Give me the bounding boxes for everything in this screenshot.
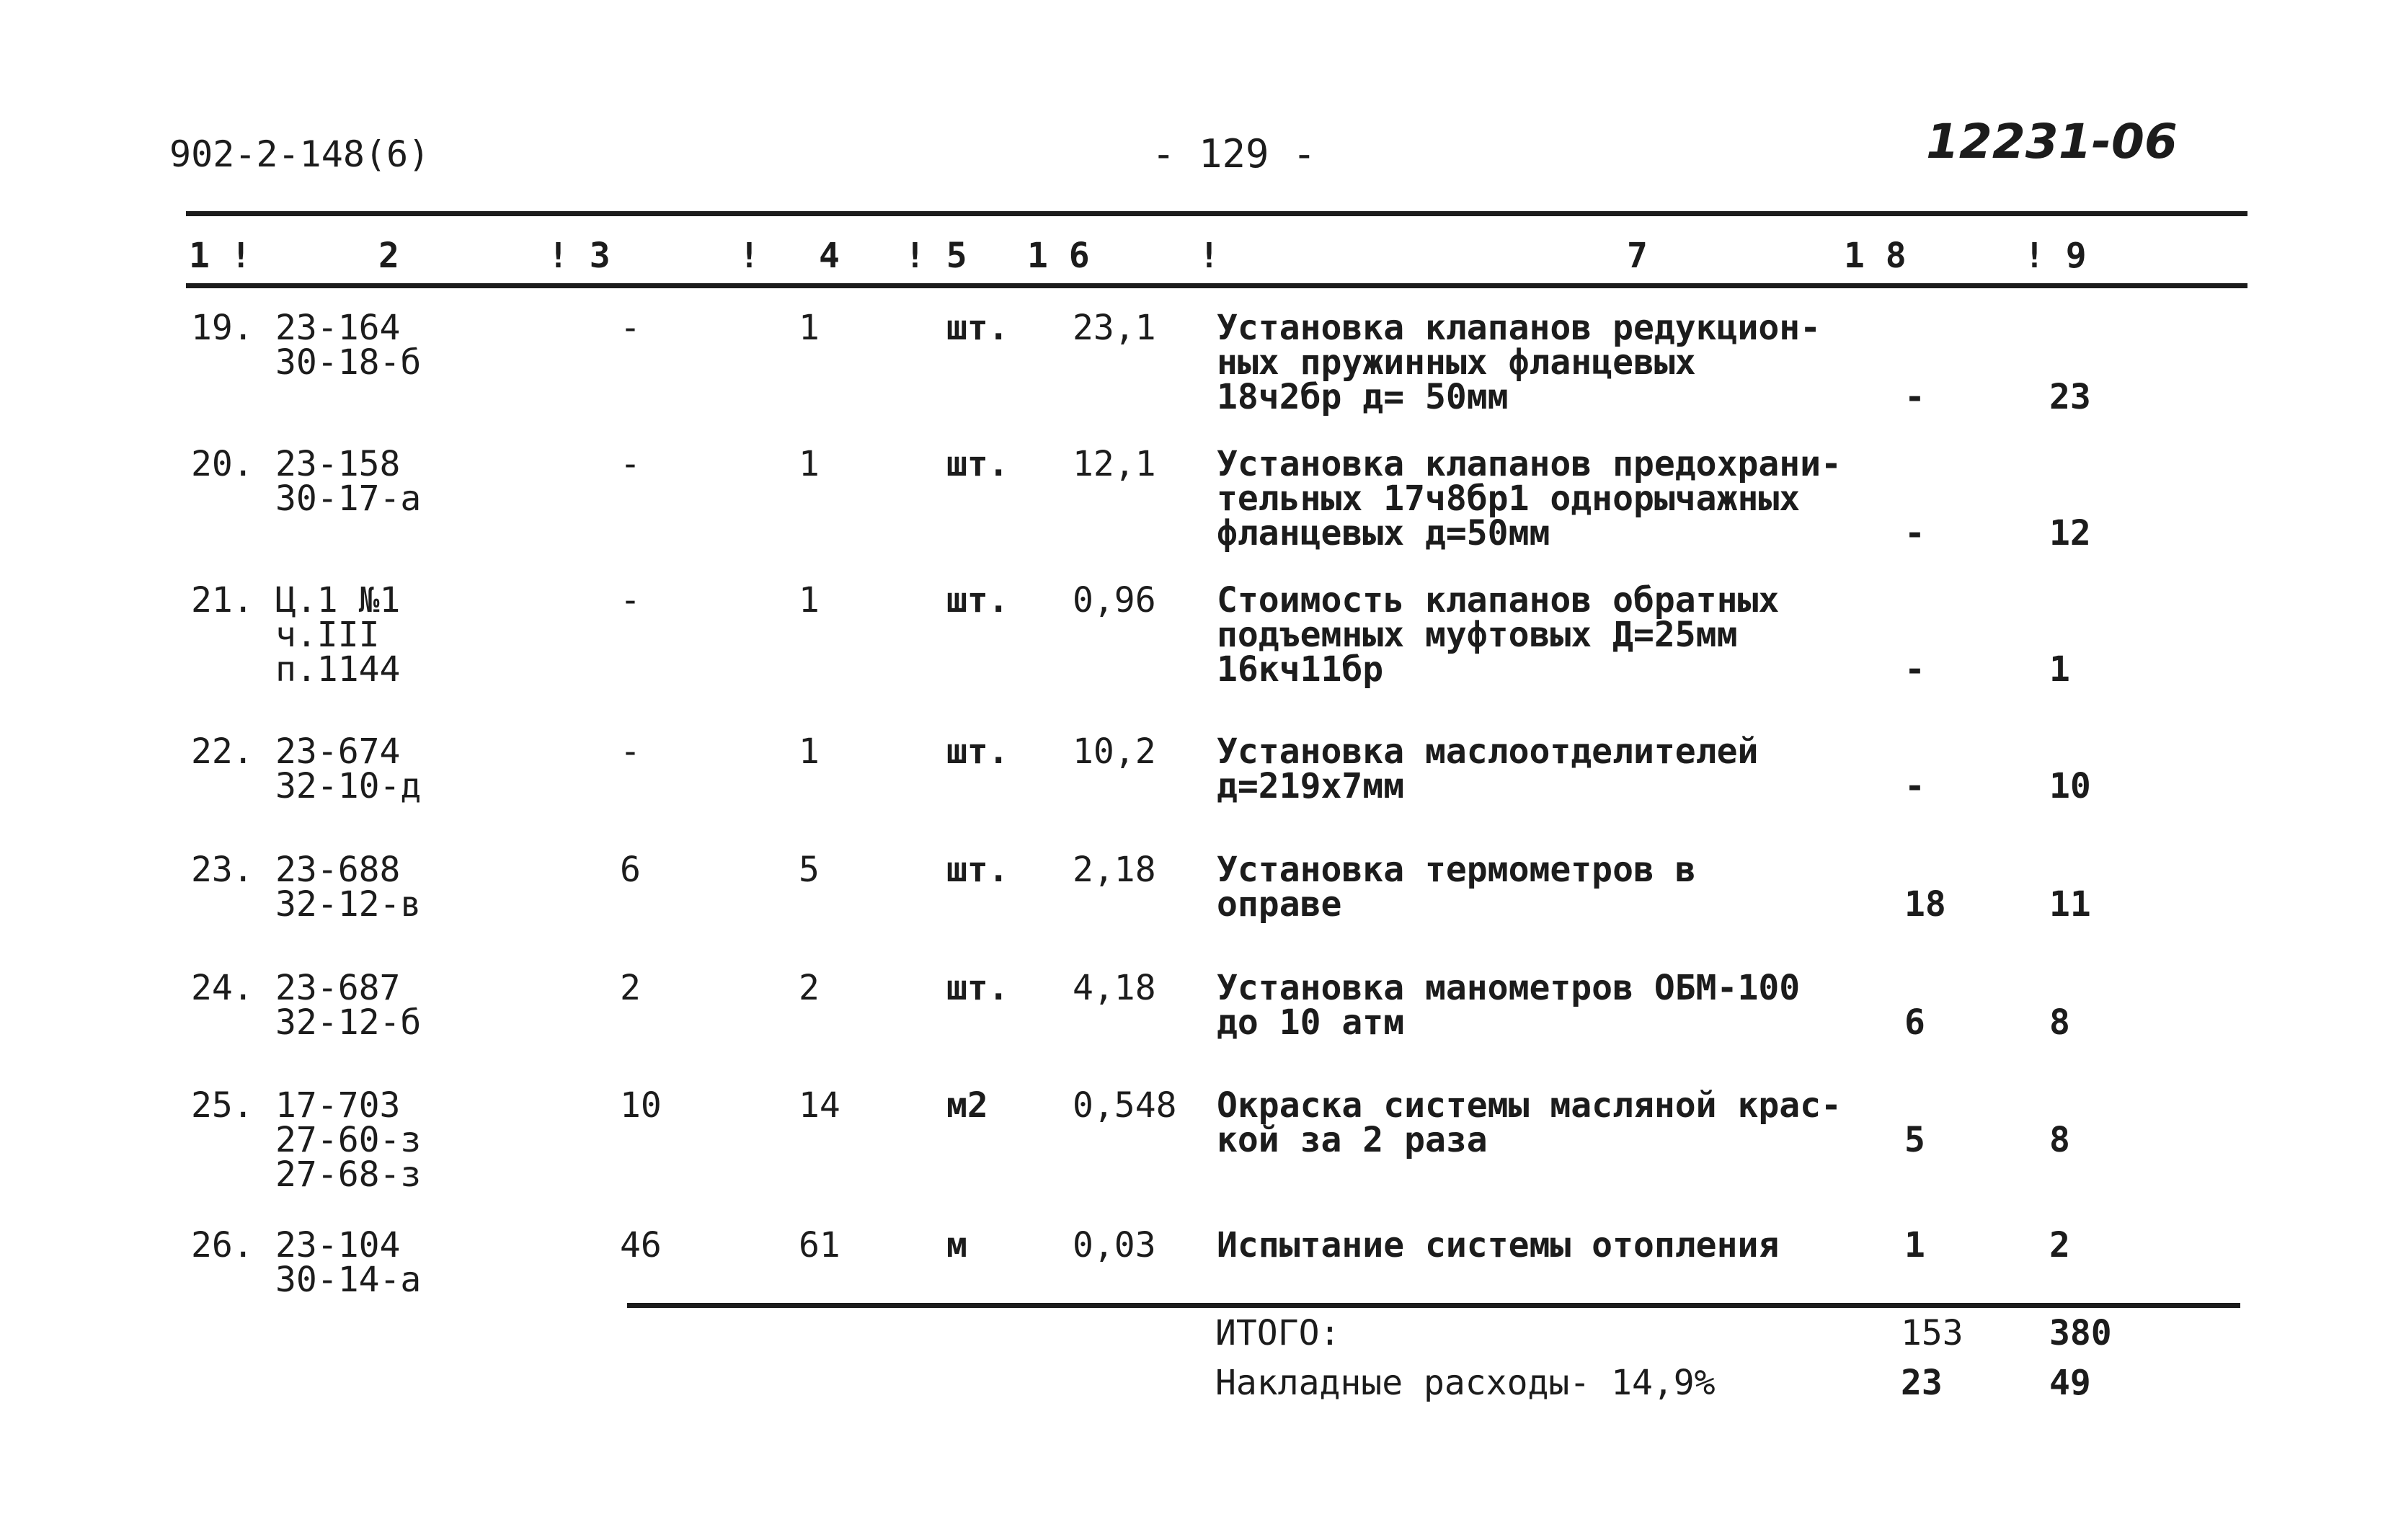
row-code: ч.III [275, 615, 380, 655]
row-col9: 2 [2049, 1225, 2070, 1265]
row-col6: 2,18 [1073, 850, 1156, 890]
header-top-rule [186, 211, 2247, 216]
row-code: Ц.1 №1 [275, 580, 401, 620]
row-description: 16кч11бр [1217, 649, 1384, 690]
row-col8: 18 [1904, 884, 1946, 925]
col-header-7: 7 [1627, 236, 1648, 276]
row-col3: - [620, 731, 641, 772]
row-code: 30-17-а [275, 479, 422, 519]
row-col6: 4,18 [1073, 968, 1156, 1008]
row-col9: 10 [2049, 766, 2091, 806]
row-description: Установка клапанов предохрани- [1217, 444, 1842, 484]
col-header-2: 2 [378, 236, 399, 276]
row-col9: 1 [2049, 649, 2070, 690]
col-header-6: 1 6 [1027, 236, 1090, 276]
row-unit: шт. [946, 308, 1009, 348]
row-code: 32-10-д [275, 766, 422, 806]
row-col4: 1 [799, 731, 820, 772]
row-col3: 46 [620, 1225, 662, 1265]
row-description: фланцевых д=50мм [1217, 513, 1550, 553]
row-description: Стоимость клапанов обратных [1217, 580, 1780, 620]
row-description: Окраска системы масляной крас- [1217, 1085, 1842, 1126]
header-bottom-rule [186, 283, 2247, 288]
row-code: 30-14-а [275, 1260, 422, 1300]
row-col4: 5 [799, 850, 820, 890]
row-col8: 5 [1904, 1120, 1925, 1160]
row-col8: 1 [1904, 1225, 1925, 1265]
handwritten-stamp: 12231-06 [1926, 114, 2178, 169]
row-description: Установка клапанов редукцион- [1217, 308, 1821, 348]
totals-rule [627, 1303, 2240, 1308]
row-code: 23-104 [275, 1225, 401, 1265]
total-c8: 153 [1901, 1313, 1963, 1353]
col-header-9: ! 9 [2024, 236, 2087, 276]
row-number: 22. [191, 731, 254, 772]
row-number: 19. [191, 308, 254, 348]
row-col6: 12,1 [1073, 444, 1156, 484]
row-code: 32-12-в [275, 884, 422, 925]
row-unit: шт. [946, 968, 1009, 1008]
row-col8: - [1904, 513, 1925, 553]
row-code: 23-674 [275, 731, 401, 772]
row-col4: 14 [799, 1085, 840, 1126]
row-description: Установка манометров ОБМ-100 [1217, 968, 1801, 1008]
row-col8: 6 [1904, 1002, 1925, 1043]
row-code: 32-12-б [275, 1002, 422, 1043]
row-number: 20. [191, 444, 254, 484]
col-header-5: ! 5 [905, 236, 967, 276]
row-code: 23-687 [275, 968, 401, 1008]
row-col6: 0,96 [1073, 580, 1156, 620]
row-code: 27-60-з [275, 1120, 422, 1160]
col-header-1: 1 ! [189, 236, 252, 276]
col-header-sep: ! [739, 236, 760, 276]
row-description: 18ч2бр д= 50мм [1217, 377, 1509, 417]
row-col4: 1 [799, 580, 820, 620]
row-code: 23-164 [275, 308, 401, 348]
row-col3: - [620, 308, 641, 348]
row-col3: 6 [620, 850, 641, 890]
row-col3: 2 [620, 968, 641, 1008]
row-code: 23-688 [275, 850, 401, 890]
row-description: подъемных муфтовых Д=25мм [1217, 615, 1738, 655]
total-label: ИТОГО: [1215, 1313, 1341, 1353]
col-header-8: 1 8 [1844, 236, 1907, 276]
row-number: 24. [191, 968, 254, 1008]
doc-code: 902-2-148(6) [169, 133, 430, 175]
overhead-c8: 23 [1901, 1363, 1943, 1403]
row-col8: - [1904, 766, 1925, 806]
row-col8: - [1904, 377, 1925, 417]
col-header-sep: ! [1199, 236, 1220, 276]
row-col4: 1 [799, 308, 820, 348]
row-description: кой за 2 раза [1217, 1120, 1488, 1160]
row-unit: шт. [946, 850, 1009, 890]
row-unit: м2 [946, 1085, 988, 1126]
row-col4: 1 [799, 444, 820, 484]
row-description: до 10 атм [1217, 1002, 1405, 1043]
row-col6: 0,03 [1073, 1225, 1156, 1265]
col-header-4: 4 [819, 236, 840, 276]
row-description: Испытание системы отопления [1217, 1225, 1780, 1265]
overhead-label: Накладные расходы- 14,9% [1215, 1363, 1716, 1403]
row-number: 25. [191, 1085, 254, 1126]
row-col3: - [620, 580, 641, 620]
total-c9: 380 [2049, 1313, 2112, 1353]
row-code: п.1144 [275, 649, 401, 690]
row-col6: 10,2 [1073, 731, 1156, 772]
row-unit: шт. [946, 444, 1009, 484]
row-col6: 23,1 [1073, 308, 1156, 348]
row-code: 23-158 [275, 444, 401, 484]
row-col9: 8 [2049, 1120, 2070, 1160]
row-col4: 2 [799, 968, 820, 1008]
row-unit: м [946, 1225, 967, 1265]
row-unit: шт. [946, 731, 1009, 772]
row-code: 17-703 [275, 1085, 401, 1126]
row-col3: - [620, 444, 641, 484]
row-code: 30-18-б [275, 342, 422, 383]
row-number: 21. [191, 580, 254, 620]
row-description: Установка маслоотделителей [1217, 731, 1759, 772]
row-description: д=219х7мм [1217, 766, 1405, 806]
row-code: 27-68-з [275, 1154, 422, 1195]
row-col4: 61 [799, 1225, 840, 1265]
col-header-3: ! 3 [548, 236, 611, 276]
row-col6: 0,548 [1073, 1085, 1177, 1126]
row-description: оправе [1217, 884, 1342, 925]
row-unit: шт. [946, 580, 1009, 620]
row-description: Установка термометров в [1217, 850, 1696, 890]
overhead-c9: 49 [2049, 1363, 2091, 1403]
row-col3: 10 [620, 1085, 662, 1126]
row-col9: 8 [2049, 1002, 2070, 1043]
row-col9: 11 [2049, 884, 2091, 925]
row-number: 23. [191, 850, 254, 890]
row-description: тельных 17ч8бр1 однорычажных [1217, 479, 1801, 519]
page-number: - 129 - [1152, 131, 1316, 177]
row-description: ных пружинных фланцевых [1217, 342, 1696, 383]
row-number: 26. [191, 1225, 254, 1265]
row-col9: 23 [2049, 377, 2091, 417]
row-col9: 12 [2049, 513, 2091, 553]
row-col8: - [1904, 649, 1925, 690]
